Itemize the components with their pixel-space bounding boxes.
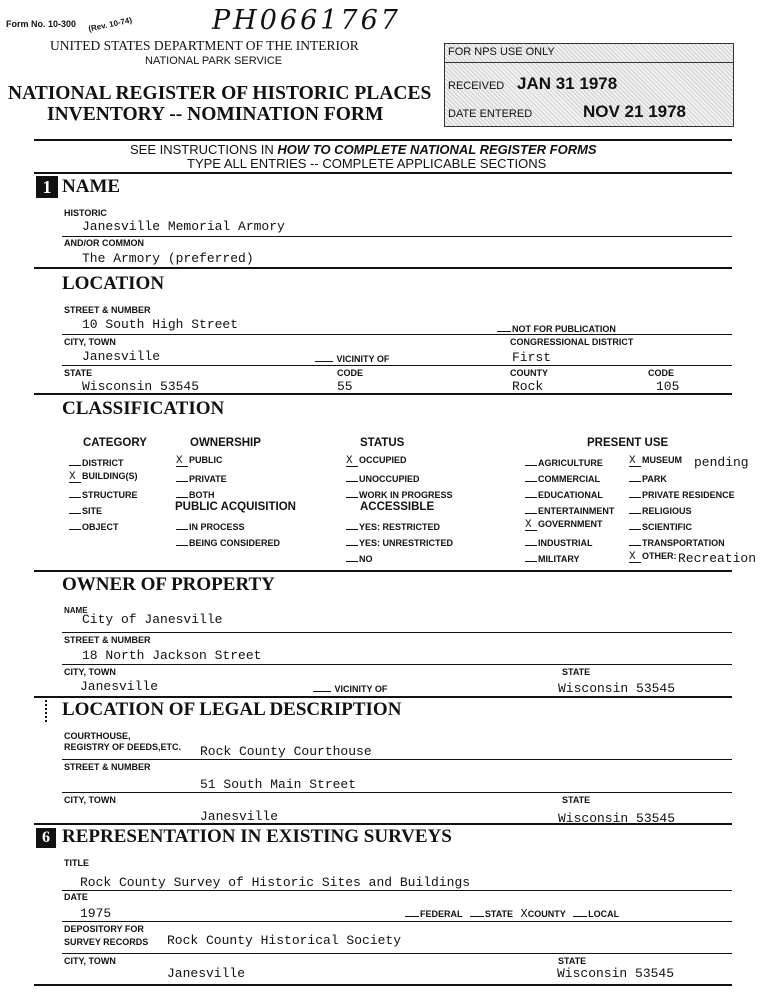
checkbox-mark [69,455,81,466]
common-name-label: AND/OR COMMON [64,238,144,248]
use-military [525,551,580,564]
owner-city: Janesville [80,679,159,694]
accessible-heading: ACCESSIBLE [360,501,435,513]
county-code: 105 [656,379,680,394]
use-industrial [525,535,593,548]
checkbox-mark [629,503,641,514]
form-title-line-2: INVENTORY -- NOMINATION FORM [47,104,384,125]
rule [62,365,732,366]
nps-use-only-box [444,43,734,127]
checkbox-label: YES: UNRESTRICTED [359,538,454,548]
checkbox-label: MUSEUM [642,455,682,465]
depository-value: Rock County Historical Society [167,933,402,948]
checkbox-mark [176,535,188,546]
rule [62,334,732,335]
other-use-note: Recreation [678,551,757,566]
checkbox-mark: X [629,552,641,563]
owner-vicinity-label: VICINITY OF [334,684,388,694]
instructions-reference: HOW TO COMPLETE NATIONAL REGISTER FORMS [277,142,597,157]
survey-date: 1975 [80,906,112,921]
checkbox-label: COMMERCIAL [538,474,600,484]
checkbox-mark [525,471,537,482]
checkbox-mark [525,487,537,498]
section-surveys-heading: REPRESENTATION IN EXISTING SURVEYS [62,826,452,847]
rule [62,236,732,237]
use-private-residence [629,487,735,500]
congressional-district: First [512,350,552,365]
checkbox-label: PARK [642,474,667,484]
status-heading: STATUS [360,437,405,449]
state-label: STATE [64,368,93,378]
checkbox-label: MILITARY [538,554,580,564]
acquisition-in-process [176,519,245,532]
street-address: 10 South High Street [82,317,239,332]
survey-level-options [405,907,619,921]
ownership-both [176,487,215,500]
not-for-publication-label: NOT FOR PUBLICATION [512,324,616,334]
checkbox-label: UNOCCUPIED [359,474,420,484]
rule [34,393,732,395]
vicinity-of-label: VICINITY OF [336,354,390,364]
checkbox-mark [69,503,81,514]
checkbox-label: ENTERTAINMENT [538,506,615,516]
use-agriculture [525,455,603,468]
historic-name: Janesville Memorial Armory [82,219,285,234]
state-code: 55 [337,379,353,394]
owner-name-label: NAME [64,606,88,615]
checkbox-mark [176,487,188,498]
checkbox-label: IN PROCESS [189,522,245,532]
depository-label-1: DEPOSITORY FOR [64,924,144,934]
city-town-label: CITY, TOWN [64,337,116,347]
instructions-prefix: SEE INSTRUCTIONS IN [130,142,274,157]
use-religious [629,503,692,516]
checkbox-mark [525,455,537,466]
depository-label-2: SURVEY RECORDS [64,937,149,947]
nps-box-divider [445,62,733,63]
courthouse-label-1: COURTHOUSE, [64,731,131,741]
survey-city-label: CITY, TOWN [64,956,116,966]
checkbox-label: AGRICULTURE [538,458,603,468]
use-scientific [629,519,692,532]
checkbox-label: YES: RESTRICTED [359,522,441,532]
checkbox-label: NO [359,554,373,564]
checkbox-mark: X [69,472,81,483]
checkbox-mark [525,551,537,562]
category-object [69,519,119,532]
category-building-s [69,471,138,483]
instructions-line-2: TYPE ALL ENTRIES -- COMPLETE APPLICABLE SECTIONS [187,156,547,171]
checkbox-label: EDUCATIONAL [538,490,603,500]
state-level-label: STATE [484,909,514,919]
state-code-label: CODE [337,368,364,378]
owner-street-label: STREET & NUMBER [64,635,151,645]
accessible-no [346,551,373,564]
checkbox-mark [629,471,641,482]
legal-city-label: CITY, TOWN [64,795,116,805]
ownership-heading: OWNERSHIP [190,437,261,449]
date-entered-value: NOV 21 1978 [583,102,687,121]
category-district [69,455,124,468]
acquisition-being-considered [176,535,280,548]
checkbox-label: STRUCTURE [82,490,138,500]
rule [62,632,732,633]
vicinity-of [315,354,389,364]
status-unoccupied [346,471,420,484]
checkbox-label: BOTH [189,490,215,500]
present-use-heading: PRESENT USE [587,437,669,449]
checkbox-mark [346,471,358,482]
county-value: Rock [512,379,544,394]
checkbox-mark [629,487,641,498]
department-name: UNITED STATES DEPARTMENT OF THE INTERIOR [50,38,359,53]
received-label: RECEIVED [448,80,505,92]
local-label: LOCAL [588,909,620,919]
use-museum [629,455,682,467]
rule [62,953,732,954]
checkbox-mark [525,535,537,546]
federal-label: FEDERAL [420,909,463,919]
rule [34,139,732,141]
accessible-yes-unrestricted [346,535,453,548]
county-label: COUNTY [510,368,548,378]
form-number: Form No. 10-300 [6,19,77,29]
owner-name: City of Janesville [82,612,223,627]
street-number-label: STREET & NUMBER [64,305,151,315]
checkbox-mark: X [629,456,641,467]
rule [34,696,732,698]
county-code-label: CODE [648,368,675,378]
checkbox-label: RELIGIOUS [642,506,692,516]
use-entertainment [525,503,614,516]
use-park [629,471,667,484]
date-entered-label: DATE ENTERED [448,108,533,120]
rule [34,570,732,572]
checkbox-label: PRIVATE RESIDENCE [642,490,735,500]
checkbox-mark: X [346,456,358,467]
checkbox-label: OTHER: [642,551,677,561]
survey-title-label: TITLE [64,858,89,868]
checkbox-label: BUILDING(S) [82,471,138,481]
section-legal-description-heading: LOCATION OF LEGAL DESCRIPTION [62,699,402,720]
owner-street: 18 North Jackson Street [82,648,262,663]
historic-label: HISTORIC [64,208,107,218]
rule [34,267,732,269]
section-name-heading: NAME [62,176,121,197]
checkbox-mark [525,503,537,514]
category-heading: CATEGORY [83,437,147,449]
use-commercial [525,471,600,484]
instructions-line-1 [130,142,597,157]
ownership-private [176,471,227,484]
section-classification-heading: CLASSIFICATION [62,398,225,419]
checkbox-mark [346,551,358,562]
checkbox-mark [346,487,358,498]
not-for-publication [497,324,616,334]
checkbox-mark [69,487,81,498]
rule [62,921,732,922]
checkbox-mark: X [176,456,188,467]
owner-city-label: CITY, TOWN [64,667,116,677]
legal-state-label: STATE [562,795,591,805]
owner-vicinity [313,684,387,694]
checkbox-label: WORK IN PROGRESS [359,490,453,500]
survey-title: Rock County Survey of Historic Sites and Buildings [80,875,471,890]
section-location-heading: LOCATION [62,273,165,294]
survey-city: Janesville [167,966,246,981]
checkbox-label: INDUSTRIAL [538,538,593,548]
received-date: JAN 31 1978 [517,74,618,93]
section-6-number: 6 [36,828,56,848]
rule [62,759,732,760]
status-occupied [346,455,407,467]
checkbox-mark [346,519,358,530]
survey-state-label: STATE [558,956,587,966]
checkbox-mark [176,471,188,482]
survey-date-label: DATE [64,892,88,902]
checkbox-mark [69,519,81,530]
checkbox-label: OBJECT [82,522,119,532]
checkbox-label: SITE [82,506,103,516]
checkbox-label: PUBLIC [189,455,223,465]
rule [62,664,732,665]
rule [62,890,732,891]
checkbox-label: BEING CONSIDERED [189,538,281,548]
checkbox-label: GOVERNMENT [538,519,603,529]
courthouse-label-2: REGISTRY OF DEEDS,ETC. [64,742,182,752]
legal-city: Janesville [200,809,279,824]
legal-state: Wisconsin 53545 [558,811,676,826]
use-educational [525,487,603,500]
use-government [525,519,603,531]
handwritten-record-id: PH0661767 [212,5,401,36]
county-level-label: COUNTY [527,909,566,919]
rule [34,823,732,825]
nps-use-only-label: FOR NPS USE ONLY [448,46,555,58]
section-5-marker [45,700,49,722]
legal-street-label: STREET & NUMBER [64,762,151,772]
status-work-in-progress [346,487,453,500]
checkbox-mark [346,535,358,546]
rule [34,984,732,986]
rule [34,172,732,174]
checkbox-mark [629,535,641,546]
county-check-mark: X [520,907,528,921]
congressional-district-label: CONGRESSIONAL DISTRICT [510,337,634,347]
checkbox-mark [176,519,188,530]
courthouse-value: Rock County Courthouse [200,744,372,759]
section-owner-heading: OWNER OF PROPERTY [62,574,275,595]
public-acquisition-heading: PUBLIC ACQUISITION [175,501,296,513]
owner-state: Wisconsin 53545 [558,681,676,696]
accessible-yes-restricted [346,519,440,532]
checkbox-label: DISTRICT [82,458,124,468]
section-1-number: 1 [36,176,58,198]
state-value: Wisconsin 53545 [82,379,200,394]
category-structure [69,487,138,500]
rule [62,792,732,793]
survey-state: Wisconsin 53545 [557,966,675,981]
form-revision: (Rev. 10-74) [87,15,133,34]
museum-note: pending [694,455,749,470]
category-site [69,503,102,516]
checkbox-label: TRANSPORTATION [642,538,725,548]
checkbox-label: SCIENTIFIC [642,522,693,532]
use-transportation [629,535,725,548]
checkbox-label: PRIVATE [189,474,227,484]
checkbox-mark: X [525,520,537,531]
checkbox-label: OCCUPIED [359,455,407,465]
city-town: Janesville [82,349,161,364]
form-title-line-1: NATIONAL REGISTER OF HISTORIC PLACES [8,83,432,104]
use-other [629,551,677,563]
service-name: NATIONAL PARK SERVICE [145,55,283,67]
ownership-public [176,455,223,467]
common-name: The Armory (preferred) [82,251,254,266]
checkbox-mark [629,519,641,530]
owner-state-label: STATE [562,667,591,677]
legal-street: 51 South Main Street [200,777,357,792]
